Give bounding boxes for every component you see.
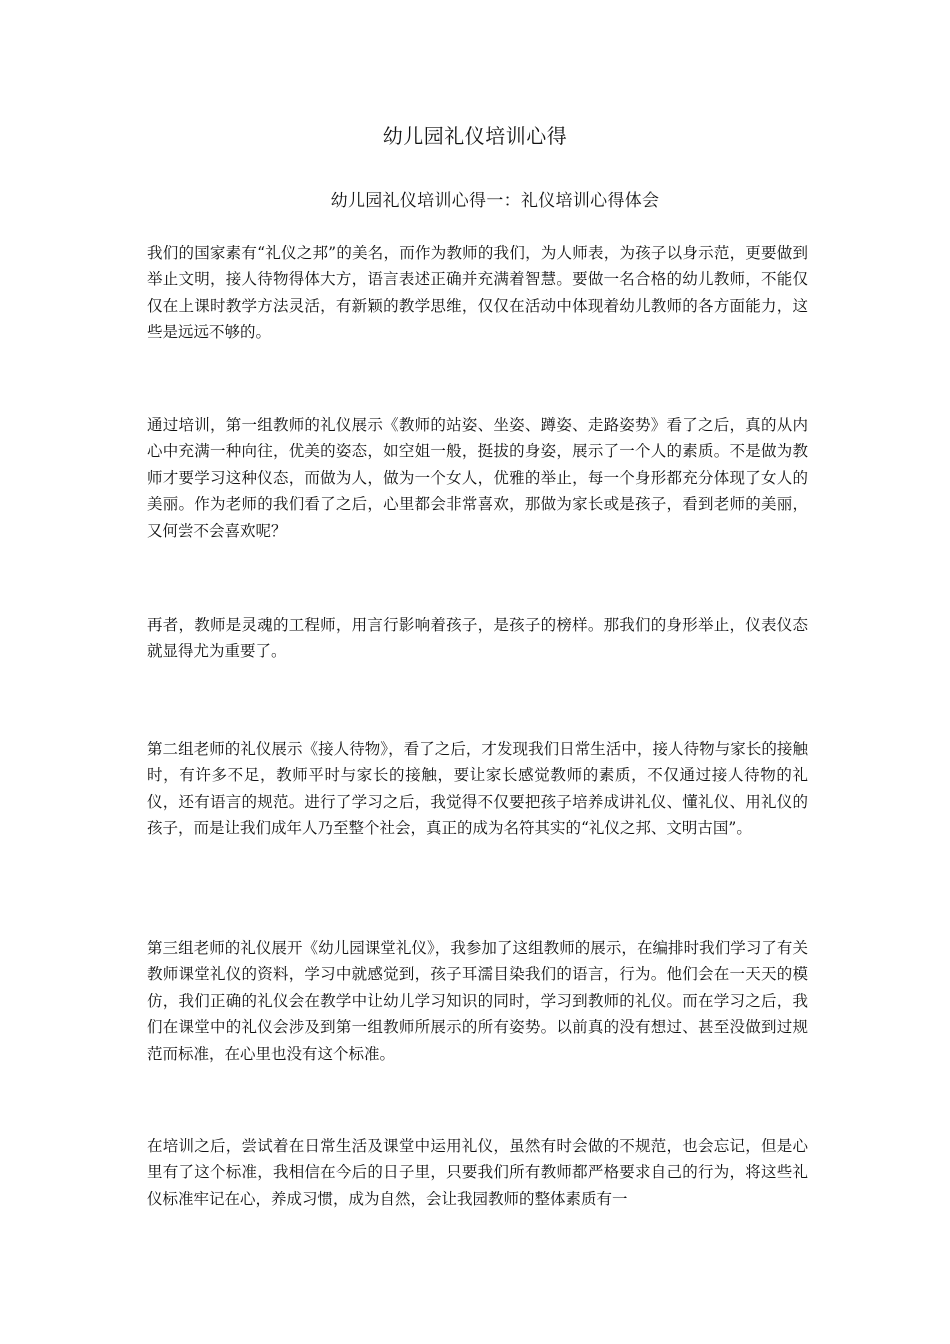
paragraph-1: 我们的国家素有“礼仪之邦”的美名，而作为教师的我们，为人师表，为孩子以身示范，更要做到举止文明，接人待物得体大方，语言表述正确并充满着智慧。要做一名合格的幼儿教师，不能仅仅在上课时教学方法灵活，有新颖的教学思维，仅仅在活动中体现着幼儿教师的各方面能力，这些是远远不够的。 — [147, 244, 808, 342]
paragraph-5: 第三组老师的礼仪展开《幼儿园课堂礼仪》，我参加了这组教师的展示，在编排时我们学习了有关教师课堂礼仪的资料，学习中就感觉到，孩子耳濡目染我们的语言，行为。他们会在一天天的模仿，我们正确的礼仪会在教学中让幼儿学习知识的同时，学习到教师的礼仪。而在学习之后，我们在课堂中的礼仪会涉及到第一组教师所展示的所有姿势。以前真的没有想过、甚至没做到过规范而标准，在心里也没有这个标准。 — [147, 939, 808, 1063]
document-title: 幼儿园礼仪培训心得 — [382, 124, 568, 148]
paragraph-6: 在培训之后，尝试着在日常生活及课堂中运用礼仪，虽然有时会做的不规范，也会忘记，但是心里有了这个标准，我相信在今后的日子里，只要我们所有教师都严格要求自己的行为，将这些礼仪标准牢记在心，养成习惯，成为自然，会让我园教师的整体素质有一 — [147, 1137, 808, 1208]
paragraph-4: 第二组老师的礼仪展示《接人待物》，看了之后，才发现我们日常生活中，接人待物与家长的接触时，有许多不足，教师平时与家长的接触，要让家长感觉教师的素质，不仅通过接人待物的礼仪，还有语言的规范。进行了学习之后，我觉得不仅要把孩子培养成讲礼仪、懂礼仪、用礼仪的孩子，而是让我们成年人乃至整个社会，真正的成为名符其实的“礼仪之邦、文明古国”。 — [147, 740, 808, 838]
paragraph-2: 通过培训，第一组教师的礼仪展示《教师的站姿、坐姿、蹲姿、走路姿势》看了之后，真的从内心中充满一种向往，优美的姿态，如空姐一般，挺拔的身姿，展示了一个人的素质。不是做为教师才要学习这种仪态，而做为人，做为一个女人，优雅的举止，每一个身形都充分体现了女人的美丽。作为老师的我们看了之后，心里都会非常喜欢，那做为家长或是孩子，看到老师的美丽，又何尝不会喜欢呢？ — [147, 416, 808, 540]
paragraph-3: 再者，教师是灵魂的工程师，用言行影响着孩子，是孩子的榜样。那我们的身形举止，仪表仪态就显得尤为重要了。 — [147, 616, 808, 661]
document-subtitle: 幼儿园礼仪培训心得一：礼仪培训心得体会 — [330, 191, 660, 211]
